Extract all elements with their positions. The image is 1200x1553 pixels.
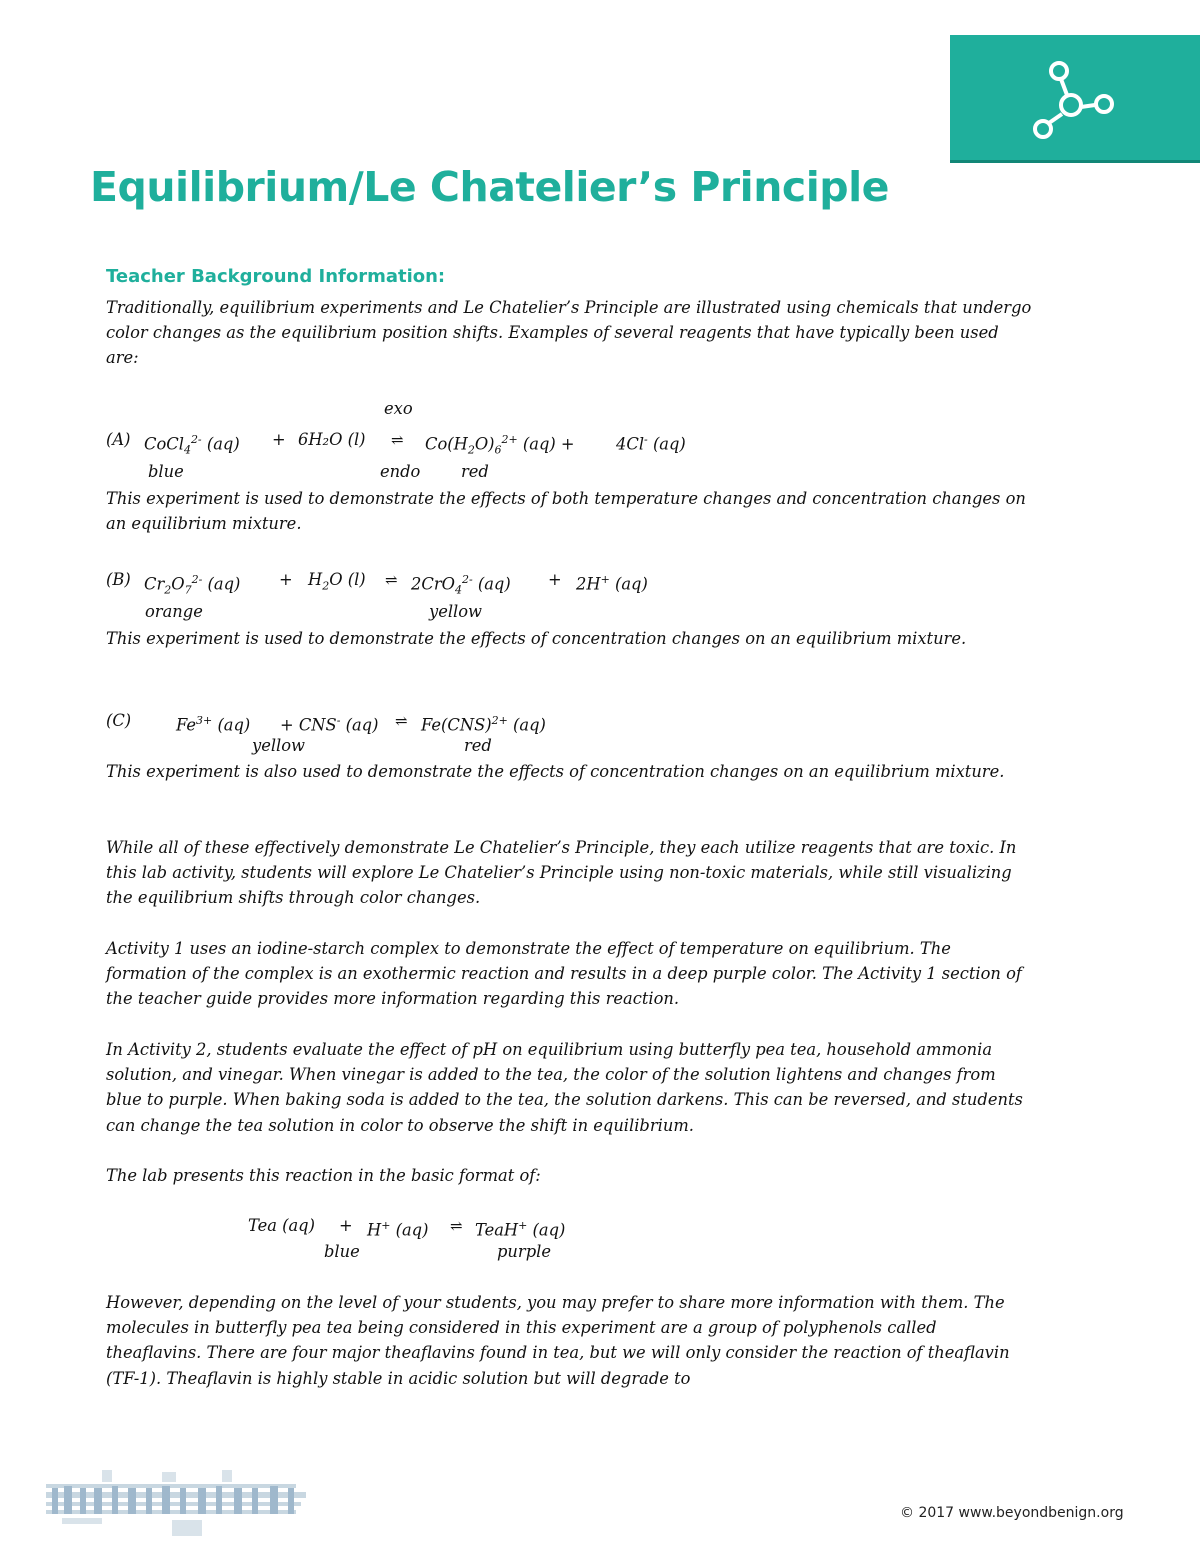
eq-a-plus: + [272,430,286,449]
eq-a-description: This experiment is used to demonstrate the effects of both temperature changes and concentration changes on an equilibrium mixture. [106,489,1026,534]
eq-b-label: (B) [106,570,131,589]
eq-tea-reactant-1: Tea (aq) [248,1216,315,1235]
however-paragraph: However, depending on the level of your students, you may prefer to share more information with them. The molecules in butterfly pea tea being considered in this experiment are a group of polyphenols called theaflavins. There are four major theaflavins found in tea, but we will only consider the reaction of theaflavin (TF-1). Theaflavin is highly stable in acidic solution but will degrade to [106,1293,1010,1388]
eq-b-reactant-1: $Cr_2O_7^{2-}$ (aq) [144,573,241,597]
eq-b-reactant-2: $H_2O$ (l) [308,570,366,593]
eq-b-plus-2: + [548,570,562,589]
eq-c-reactant-1: $Fe^{3+}$ (aq) [176,714,251,735]
eq-a-color-left: blue [148,462,184,481]
page-title: Equilibrium/Le Chatelier’s Principle [90,163,889,211]
eq-a-product-2: 4Cl- (aq) [616,433,686,454]
eq-tea-plus: + [339,1216,353,1235]
eq-tea-equilibrium-arrow: ⇌ [450,1217,463,1235]
activity-1-paragraph: Activity 1 uses an iodine-starch complex to demonstrate the effect of temperature on equilibrium. The formation of the complex is an exothermic reaction and results in a deep purple color. The Activity 1 section of the teacher guide provides more information regarding this reaction. [106,939,1022,1009]
copyright-footer: © 2017 www.beyondbenign.org [900,1505,1124,1521]
eq-c-label: (C) [106,711,132,730]
beyond-benign-logo [42,1468,312,1540]
header-badge [950,35,1200,163]
molecule-icon [1028,57,1128,147]
eq-c-color-right: red [464,736,492,755]
eq-c-product-1: Fe(CNS)$^{2+}$ (aq) [421,714,546,735]
eq-c-equilibrium-arrow: ⇌ [395,712,408,730]
eq-b-description: This experiment is used to demonstrate the effects of concentration changes on an equilibrium mixture. [106,629,967,648]
eq-a-label: (A) [106,430,131,449]
eq-a-endo-label: endo [380,462,421,481]
eq-tea-product-1: TeaH+ (aq) [475,1219,566,1240]
eq-c-description: This experiment is also used to demonstrate the effects of concentration changes on an equilibrium mixture. [106,762,1005,781]
eq-a-reactant-2: 6H₂O (l) [298,430,366,449]
eq-b-plus-1: + [279,570,293,589]
eq-a-exo-label: exo [384,399,413,418]
eq-a-equilibrium-arrow: ⇌ [391,431,404,449]
eq-tea-color-right: purple [497,1242,551,1261]
toxicity-paragraph: While all of these effectively demonstrate Le Chatelier’s Principle, they each utilize reagents that are toxic. In this lab activity, students will explore Le Chatelier’s Principle using non-toxic materials, while still visualizing the equilibrium shifts through color changes. [106,838,1017,908]
section-heading: Teacher Background Information: [106,266,446,287]
eq-b-product-1: 2CrO$_4^{2-}$ (aq) [411,573,511,597]
eq-a-color-right: red [461,462,489,481]
eq-a-product-1: $Co(H_2O)_6^{2+}$ (aq) + [425,433,575,457]
eq-c-color-left: yellow [252,736,305,755]
eq-c-reactant-2: + CNS- (aq) [280,714,379,735]
activity-2-paragraph: In Activity 2, students evaluate the effect of pH on equilibrium using butterfly pea tea, household ammonia solution, and vinegar. When vinegar is added to the tea, the color of the solution lightens and changes from blue to purple. When baking soda is added to the tea, the solution darkens. This can be reversed, and students can change the tea solution in color to observe the shift in equilibrium. [106,1040,1023,1135]
eq-b-equilibrium-arrow: ⇌ [385,571,398,589]
eq-a-reactant-1: CoCl$_4^{2-}$ (aq) [144,433,240,457]
intro-paragraph: Traditionally, equilibrium experiments and Le Chatelier’s Principle are illustrated using chemicals that undergo color changes as the equilibrium position shifts. Examples of several reagents that have typically been used are: [106,298,1032,368]
eq-b-color-right: yellow [429,602,482,621]
eq-tea-reactant-2: H+ (aq) [367,1219,429,1240]
eq-tea-color-left: blue [324,1242,360,1261]
format-paragraph: The lab presents this reaction in the basic format of: [106,1166,541,1185]
eq-b-product-2: 2H+ (aq) [576,573,648,594]
eq-b-color-left: orange [145,602,203,621]
